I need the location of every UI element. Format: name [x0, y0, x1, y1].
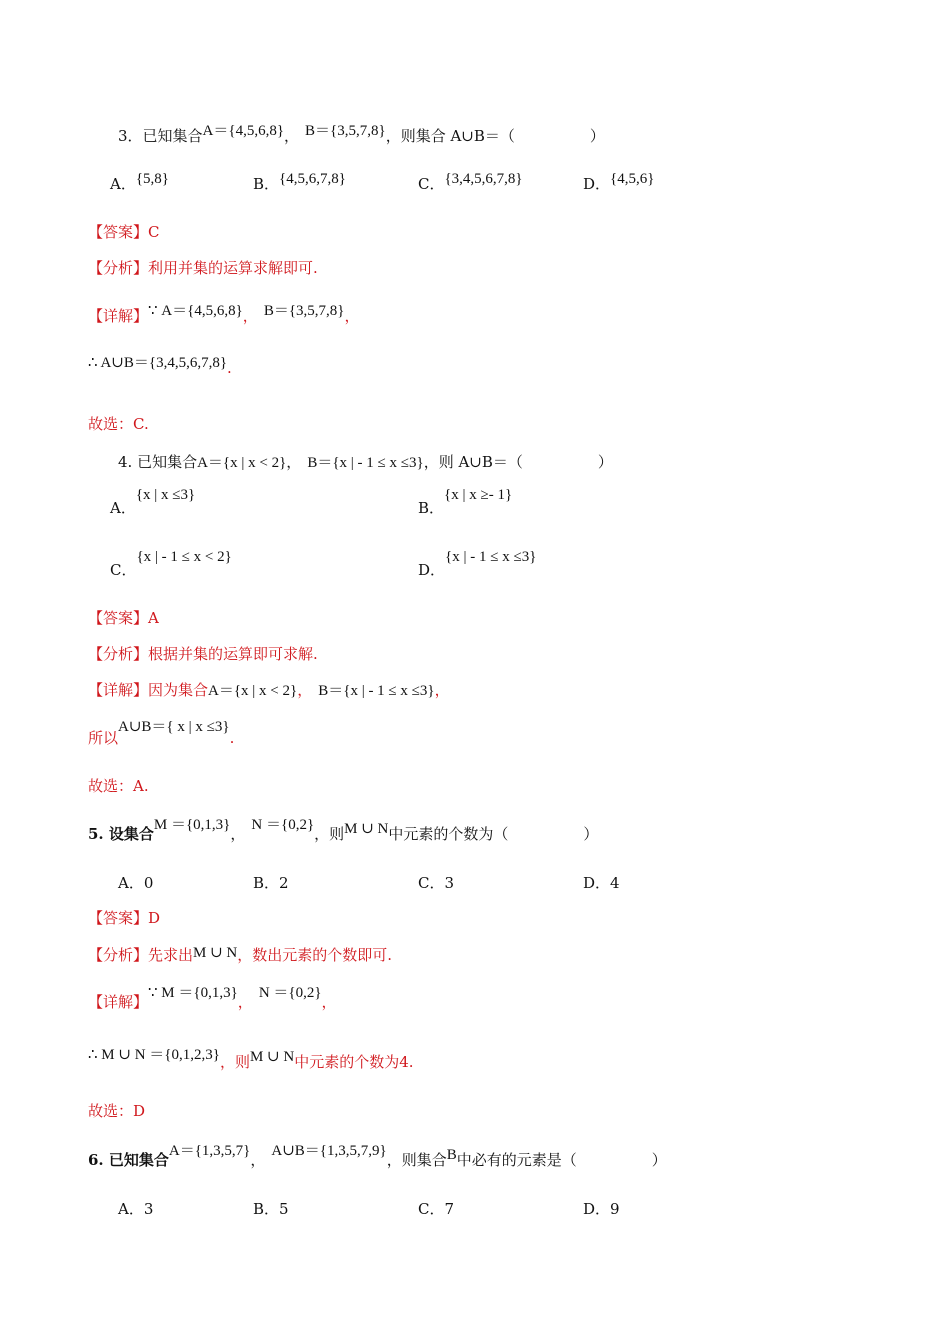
- q5-option-a: A．0: [118, 874, 154, 892]
- q3-option-d: D．{4,5,6}: [583, 171, 655, 193]
- q6-option-d: D．9: [583, 1200, 620, 1218]
- q6-option-a: A．3: [118, 1200, 154, 1218]
- q3-answer: 【答案】C: [88, 223, 160, 241]
- q5-option-c: C．3: [418, 874, 455, 892]
- q4-detail: 【详解】因为集合A＝{x | x < 2}， B＝{x | - 1 ≤ x ≤3}，: [88, 681, 450, 699]
- q4-choice: 故选：A.: [88, 777, 149, 795]
- q3-stem: 3．已知集合A＝{4,5,6,8}， B＝{3,5,7,8}，则集合 A∪B＝（ ）: [118, 123, 605, 145]
- q5-therefore: ∴ M ∪ N ＝{0,1,2,3}，则M ∪ N中元素的个数为4.: [88, 1047, 414, 1071]
- q5-set-m: M ＝{0,1,3}: [153, 817, 231, 833]
- q3-option-c: C．{3,4,5,6,7,8}: [418, 171, 523, 193]
- q3-option-b: B．{4,5,6,7,8}: [253, 171, 346, 193]
- q5-set-n: N ＝{0,2}: [251, 817, 315, 833]
- q6-option-b: B．5: [253, 1200, 289, 1218]
- q6-stem: 6. 已知集合A＝{1,3,5,7}， A∪B＝{1,3,5,7,9}，则集合B中必有的元素是（ ）: [88, 1143, 667, 1169]
- q3-choice: 故选：C.: [88, 415, 149, 433]
- q3-therefore: ∴ A∪B＝{3,4,5,6,7,8}.: [88, 355, 232, 377]
- q5-choice: 故选：D: [88, 1102, 146, 1120]
- q4-analysis: 【分析】根据并集的运算即可求解.: [88, 645, 318, 663]
- q4-option-b: B．{x | x ≥- 1}: [418, 487, 513, 517]
- q4-so: 所以A∪B＝{ x | x ≤3}.: [88, 719, 235, 747]
- q5-analysis: 【分析】先求出M ∪ N，数出元素的个数即可.: [88, 945, 393, 964]
- q3-set-a: A＝{4,5,6,8}: [202, 123, 285, 139]
- q4-option-d: D．{x | - 1 ≤ x ≤3}: [418, 549, 537, 579]
- q3-set-b: B＝{3,5,7,8}: [305, 123, 386, 139]
- q6-set-a: A＝{1,3,5,7}: [168, 1143, 251, 1159]
- q4-stem: 4. 已知集合A＝{x | x < 2}， B＝{x | - 1 ≤ x ≤3}，则 A∪B＝（ ）: [118, 453, 613, 471]
- q4-set-b: B＝{x | - 1 ≤ x ≤3}: [307, 455, 424, 471]
- q6-option-c: C．7: [418, 1200, 455, 1218]
- q5-detail: 【详解】∵ M ＝{0,1,3}， N ＝{0,2}，: [88, 985, 337, 1011]
- q5-option-b: B．2: [253, 874, 289, 892]
- q4-option-a: A．{x | x ≤3}: [110, 487, 196, 517]
- q3-option-a: A．{5,8}: [110, 171, 169, 193]
- q4-set-a: A＝{x | x < 2}: [197, 455, 287, 471]
- q5-stem: 5. 设集合M ＝{0,1,3}， N ＝{0,2}，则M ∪ N中元素的个数为（ ）: [88, 817, 599, 843]
- q3-analysis: 【分析】利用并集的运算求解即可.: [88, 259, 318, 277]
- q5-option-d: D．4: [583, 874, 620, 892]
- q4-option-c: C．{x | - 1 ≤ x < 2}: [110, 549, 232, 579]
- q5-answer: 【答案】D: [88, 909, 161, 927]
- q3-detail: 【详解】∵ A＝{4,5,6,8}， B＝{3,5,7,8}，: [88, 303, 360, 325]
- q4-answer: 【答案】A: [88, 609, 159, 627]
- q6-set-ab: A∪B＝{1,3,5,7,9}: [271, 1143, 387, 1159]
